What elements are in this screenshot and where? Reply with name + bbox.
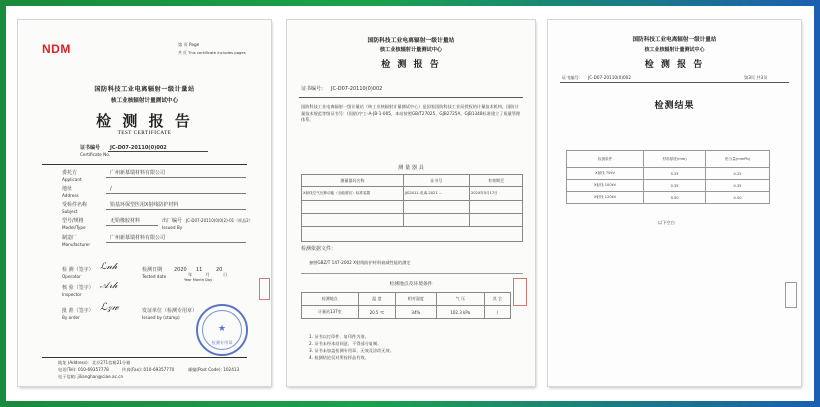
model-label: 型号/规格	[62, 218, 84, 224]
maker-value: 广州新慕瑞材料有限公司	[110, 235, 166, 241]
table-cell: 0.50	[644, 192, 706, 204]
instruments-header-row	[302, 175, 523, 187]
approver-label: 批 准（签字）	[62, 308, 94, 314]
table-cell: 0.25	[644, 168, 706, 180]
note-item: 3. 证书未加盖检测专用章、无效及涂改无效。	[309, 348, 394, 353]
approver-en: By order	[62, 315, 80, 320]
serial-label: 出厂编号	[162, 218, 183, 224]
doc2-institute-sub: 核工业核辐射计量测试中心	[379, 47, 443, 53]
env-cell: 20.5 ℃	[358, 306, 396, 319]
page-label: 第 页 Page	[178, 42, 200, 47]
doc2-statement: 国防科技工业电离辐射一级计量站（核工业核辐射计量测试中心）是国家国防科技工业局授权的计量技术机构，国防计量技术规范等级证书号：(国防)字工-A-JB-1-005，本站按照GB/T27025、GJB2725A、GJB1348标准建立了质量管理体系。	[301, 104, 521, 122]
model-en: Model/Type	[62, 225, 86, 230]
maker-label: 制造厂	[62, 235, 78, 241]
official-seal: ★ 检测专用章	[196, 304, 248, 356]
inspector-label: 核 验（签字）	[62, 285, 94, 291]
doc3-institute: 国防科技工业电离辐射一级计量站	[632, 37, 717, 43]
applicant-en: Applicant	[62, 177, 82, 182]
env-header-cell: 其 它	[484, 293, 510, 306]
doc3-title: 检 测 报 告	[644, 60, 705, 70]
instruments-table	[301, 174, 523, 242]
document-subtitle: TEST CERTIFICATE	[117, 130, 172, 136]
test-year: 2020	[174, 267, 187, 273]
address-en: Address	[62, 193, 79, 198]
serial-en: Issued By	[162, 225, 183, 230]
table-cell: 0.50	[706, 192, 770, 204]
results-header-row	[567, 151, 770, 168]
doc3-institute-sub: 核工业核辐射计量测试中心	[644, 47, 705, 53]
env-header-cell: 温 度	[358, 293, 396, 306]
serial-value: JC-D07-20110(0)0(2)-01（样品2）	[186, 218, 253, 223]
doc3-red-stamp-mark	[785, 282, 797, 308]
table-row	[302, 201, 523, 214]
environment-table	[301, 292, 511, 319]
env-header-row	[302, 293, 511, 306]
certificate-page-2	[287, 20, 535, 386]
ymd-label: 年 月 日	[188, 272, 234, 277]
document-title: 检 测 报 告	[96, 112, 193, 130]
footer-fax: 传真(Fax): 010-69357770	[122, 367, 175, 372]
doc2-title: 检 测 报 告	[381, 60, 441, 70]
table-cell: X射线 70kV	[567, 168, 644, 180]
certificate-cover-page	[18, 20, 271, 386]
test-month: 11	[196, 267, 203, 273]
seal-label: 发证单位（检测专用章）	[142, 308, 198, 314]
doc2-cert-no: JC-D07-20110(0)002	[331, 86, 383, 92]
doc2-cert-label: 证书编号：	[301, 86, 327, 92]
env-header-cell: 检测地点	[302, 293, 359, 306]
subject-en: Subject	[62, 209, 78, 214]
page-total: 共 页 This certificate includes pages	[178, 50, 246, 55]
ndm-logo: NDM	[42, 42, 71, 56]
test-date-en: Tested date	[142, 274, 167, 279]
doc3-cert-no: JC-D07-20110(0)002	[588, 75, 631, 80]
address-value: /	[110, 186, 112, 192]
test-date-label: 检测日期	[142, 267, 163, 273]
table-row	[567, 192, 770, 204]
note-item: 4. 检测结论仅对所检样品有效。	[309, 355, 369, 360]
maker-en: Manufacturer	[62, 242, 91, 247]
doc2-institute: 国防科技工业电离辐射一级计量站	[367, 38, 455, 44]
footer-post: 邮编(Post Code): 102413	[188, 367, 240, 372]
table-cell: 0.35	[706, 180, 770, 192]
footer-email: 电子信箱: jilianghan@ciae.ac.cn	[58, 374, 124, 379]
address-label: 地址	[62, 186, 73, 192]
table-cell: 0.35	[644, 180, 706, 192]
results-header-cell: 材料厚度(mm)	[644, 151, 706, 168]
results-header-cell: 检测条件	[567, 151, 644, 168]
seal-en: Issued by (stamp)	[142, 315, 180, 320]
reference-doc: 参照GBZ/T 147-2002 X射线防护材料衰减性能的测定	[309, 260, 411, 265]
seal-text: 检测专用章	[211, 340, 233, 345]
applicant-value: 广州新慕瑞材料有限公司	[110, 170, 166, 176]
table-header-cell: 测量器具名称	[302, 175, 404, 187]
table-row	[302, 214, 523, 227]
subject-value: 铅基环保型医用X射线防护材料	[110, 202, 179, 208]
results-title: 检测结果	[654, 101, 695, 111]
note-item: 2. 证书未经本站同意，不得部分复制。	[309, 341, 382, 346]
inspector-en: Inspector	[62, 292, 82, 297]
table-header-cell: 证书号	[403, 175, 469, 187]
cert-number: JC-D07-20110(0)002	[110, 145, 167, 151]
institute-sub: 核工业核辐射计量测试中心	[110, 98, 179, 104]
instruments-title: 测 量 器 具	[398, 165, 424, 171]
cert-number-label: 证书编号	[80, 145, 101, 151]
model-value: 无铅橡胶材料	[110, 218, 141, 224]
table-cell: JJG2011-电离-2021 ...	[403, 187, 469, 201]
table-row	[567, 180, 770, 192]
inspector-signature: 𝒜𝓇𝒽	[100, 281, 118, 291]
env-cell: 计量站137室	[302, 306, 359, 319]
red-stamp-mark	[259, 278, 270, 300]
env-row	[302, 306, 511, 319]
env-title: 检测地点及环境条件	[389, 282, 433, 287]
table-cell: 0.25	[706, 168, 770, 180]
env-cell: /	[484, 306, 510, 319]
env-cell: 102.3 kPa	[436, 306, 484, 319]
note-item: 1. 证书以打印件、复印件为准。	[309, 334, 369, 339]
applicant-label: 委托方	[62, 170, 78, 176]
table-cell: X射线空气比释动能（全能谱仪）标准装置	[302, 187, 404, 201]
table-row	[302, 187, 523, 201]
operator-signature: ℒ𝓃𝒽	[100, 262, 118, 272]
table-cell: X射线 120kV	[567, 192, 644, 204]
test-day: 20	[216, 267, 223, 273]
footer-address: 地址 (Address)：北京271信箱21分箱	[58, 360, 131, 365]
blank-below-note: 以下空白	[658, 220, 675, 225]
results-table	[566, 150, 770, 204]
approver-signature: ℒ𝓏𝓌	[100, 302, 119, 313]
reference-label: 检测依据文件：	[301, 246, 337, 252]
cert-number-en: Certificate No.	[80, 152, 111, 157]
doc2-red-stamp-mark	[513, 278, 527, 306]
doc3-cert-label: 证书编号：	[562, 75, 583, 80]
table-header-cell: 有效期至	[469, 175, 522, 187]
results-header-cell: 铅当量(mmPb)	[706, 151, 770, 168]
subject-label: 受检件名称	[62, 202, 88, 208]
table-cell: 2024年5月17日	[469, 187, 522, 201]
env-cell: 34%	[396, 306, 436, 319]
ymd-en: Year Month Day	[184, 278, 213, 282]
certificate-page-3	[548, 20, 801, 386]
operator-label: 检 测（签字）	[62, 267, 94, 273]
doc3-page: 第3页 共3页	[744, 75, 768, 80]
operator-en: Operator	[62, 274, 81, 279]
env-header-cell: 气 压	[436, 293, 484, 306]
table-row	[302, 227, 523, 242]
institute-name: 国防科技工业电离辐射一级计量站	[94, 86, 195, 93]
table-cell: X射线 100kV	[567, 180, 644, 192]
table-row	[567, 168, 770, 180]
footer-tel: 电话(Tel): 010-69357778	[58, 367, 109, 372]
env-header-cell: 相对湿度	[396, 293, 436, 306]
